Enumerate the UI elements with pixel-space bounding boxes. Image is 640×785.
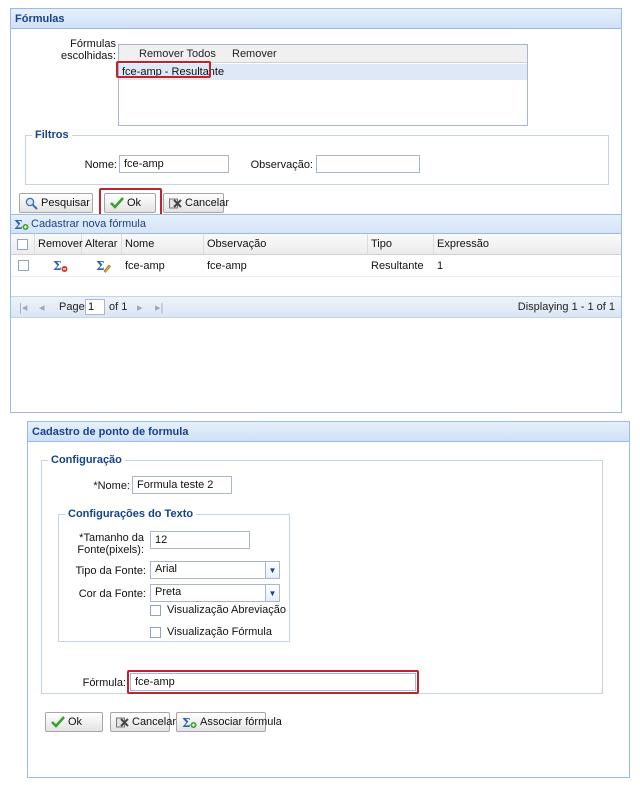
displaying-label: Displaying 1 - 1 of 1 — [517, 301, 615, 313]
page-label: Page — [59, 301, 85, 313]
config-legend: Configuração — [51, 454, 122, 466]
row-edit[interactable] — [82, 255, 122, 276]
remove-formula-icon[interactable] — [53, 259, 68, 273]
edit-formula-icon[interactable] — [96, 259, 111, 273]
cancel-button[interactable] — [163, 193, 230, 213]
row-tipo: Resultante — [371, 259, 424, 272]
formulas-panel-title: Fórmulas — [11, 9, 621, 29]
chevron-down-icon[interactable]: ▼ — [265, 585, 279, 601]
view-formula-label: Visualização Fórmula — [167, 626, 272, 638]
row-nome: fce-amp — [125, 259, 165, 272]
point-ok-button-label: Ok — [68, 716, 83, 728]
point-cancel-button-label: Cancelar — [132, 716, 177, 728]
chosen-list-toolbar — [119, 45, 527, 63]
header-select-all[interactable] — [11, 234, 35, 254]
header-nome[interactable]: Nome — [122, 234, 204, 254]
header-expressao[interactable]: Expressão — [437, 238, 489, 250]
formula-label: Fórmula: — [82, 677, 126, 689]
row-observacao: fce-amp — [207, 259, 247, 272]
svg-text:Σ: Σ — [14, 217, 23, 231]
first-page-icon[interactable]: |◂ — [19, 302, 28, 314]
associate-formula-label: Associar fórmula — [200, 716, 282, 728]
point-ok-button[interactable] — [45, 712, 103, 732]
ok-button-label: Ok — [127, 197, 142, 209]
view-abbrev-label: Visualização Abreviação — [167, 604, 287, 616]
select-all-checkbox[interactable] — [17, 239, 28, 250]
paging-toolbar — [11, 296, 621, 318]
row-select[interactable] — [11, 255, 35, 276]
last-page-icon[interactable]: ▸| — [155, 302, 164, 314]
point-cancel-button[interactable] — [110, 712, 177, 732]
font-color-select[interactable] — [150, 584, 280, 602]
view-formula-checkbox[interactable] — [150, 627, 161, 638]
ok-button[interactable] — [104, 193, 156, 213]
header-observacao[interactable]: Observação — [204, 234, 368, 254]
font-type-value: Arial — [155, 563, 178, 575]
remove-all-button[interactable]: Remover Todos — [139, 48, 216, 60]
page-number-input[interactable] — [85, 299, 105, 315]
font-color-value: Preta — [155, 586, 182, 598]
header-alterar[interactable]: Alterar — [82, 234, 122, 254]
header-remover[interactable]: Remover — [35, 234, 82, 254]
view-formula-option[interactable] — [150, 626, 272, 638]
filter-name-label: Nome: — [84, 159, 117, 171]
checkmark-icon — [110, 197, 124, 209]
magnifier-icon — [25, 197, 38, 210]
prev-page-icon[interactable]: ◂ — [39, 302, 45, 314]
font-color-label: Cor da Fonte: — [78, 588, 146, 600]
cancel-button-label: Cancelar — [185, 197, 230, 209]
point-name-input[interactable] — [132, 476, 232, 494]
add-formula-icon[interactable] — [14, 218, 29, 231]
point-panel-title: Cadastro de ponto de formula — [28, 422, 629, 442]
filter-observation-input[interactable] — [316, 155, 420, 173]
associate-formula-icon — [182, 716, 197, 729]
row-expressao: 1 — [437, 259, 444, 272]
chosen-formulas-list[interactable] — [118, 44, 528, 126]
view-abbrev-option[interactable] — [150, 604, 286, 616]
remove-button[interactable]: Remover — [232, 48, 277, 60]
filter-observation-label: Observação: — [250, 159, 313, 171]
view-abbrev-checkbox[interactable] — [150, 605, 161, 616]
row-remove[interactable] — [35, 255, 82, 276]
checkmark-icon — [51, 716, 65, 728]
chosen-list-item[interactable]: fce-amp - Resultante — [119, 64, 527, 80]
search-button[interactable] — [19, 193, 93, 213]
table-row[interactable] — [11, 255, 621, 277]
cancel-x-icon — [116, 716, 129, 729]
svg-text:Σ: Σ — [182, 715, 191, 729]
point-panel — [27, 421, 630, 778]
cancel-x-icon — [169, 197, 182, 210]
header-tipo[interactable]: Tipo — [368, 234, 434, 254]
point-name-label: *Nome: — [93, 480, 130, 492]
svg-text:Σ: Σ — [96, 258, 105, 273]
chevron-down-icon[interactable]: ▼ — [265, 562, 279, 578]
filter-name-input[interactable] — [119, 155, 229, 173]
font-size-label: *Tamanho da Fonte(pixels): — [77, 532, 144, 556]
page-of-label: of 1 — [109, 301, 128, 313]
font-type-label: Tipo da Fonte: — [75, 565, 146, 577]
grid-header — [11, 234, 621, 255]
add-formula-link[interactable]: Cadastrar nova fórmula — [31, 218, 146, 230]
formulas-panel — [10, 8, 622, 413]
associate-formula-button[interactable] — [176, 712, 282, 732]
formula-input[interactable] — [130, 673, 416, 691]
search-button-label: Pesquisar — [41, 197, 90, 209]
filters-legend: Filtros — [35, 129, 69, 141]
grid-toolbar — [11, 214, 621, 234]
row-checkbox[interactable] — [18, 260, 29, 271]
font-size-input[interactable] — [150, 531, 250, 549]
svg-text:Σ: Σ — [52, 258, 61, 273]
text-config-legend: Configurações do Texto — [68, 508, 194, 520]
chosen-formulas-label: Fórmulas escolhidas: — [60, 38, 116, 62]
font-type-select[interactable] — [150, 561, 280, 579]
next-page-icon[interactable]: ▸ — [137, 302, 143, 314]
